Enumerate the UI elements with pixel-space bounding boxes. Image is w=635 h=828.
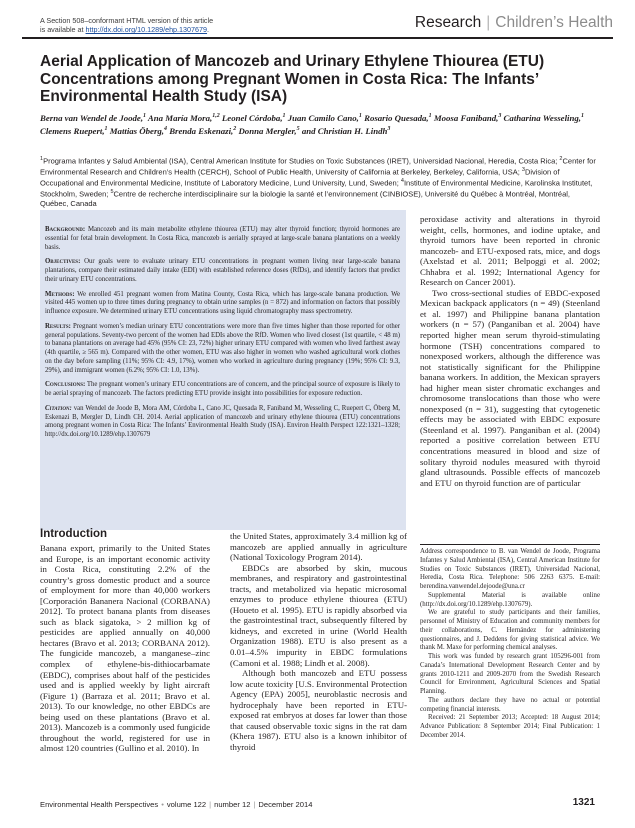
body-paragraph: EBDCs are absorbed by skin, mucous membranes, and respiratory and gastrointestinal tracts, and metabolized via hepatic microsomal enzymes to produce ethylene thiourea (ETU) (Houeto et al. 1995). ETU is rapidly absorbed via the gastrointestinal tract, subsequently filtered by kidneys, and excreted in urine (World Health Organization 1988). ETU is also present as a 0.01–4.5% impurity in EBDC formulations (Camoni et al. 1988; Lindh et al. 2008).	[230, 562, 407, 668]
abstract-conclusions	[45, 381, 400, 399]
notice-prefix: is available at	[40, 25, 86, 34]
author-name: Mattias Öberg,	[109, 126, 164, 137]
dates-note: Received: 21 September 2013; Accepted: 18 August 2014; Advance Publication: 8 September 2014; Final Publication: 1 December 2014.	[420, 714, 600, 739]
affiliation-marker: 5	[110, 189, 114, 195]
footer-separator: |	[209, 800, 212, 809]
abstract-background	[45, 226, 400, 252]
header-rule	[22, 37, 613, 39]
author-list	[40, 111, 610, 137]
author-affiliation-marker: 5	[296, 126, 300, 133]
abstract-methods	[45, 291, 400, 317]
author-affiliation-marker: 3	[387, 126, 391, 133]
affiliation-marker: 2	[559, 156, 563, 162]
author-name: Donna Mergler,	[238, 126, 297, 137]
footer-separator: •	[161, 800, 164, 809]
footer-separator: |	[253, 800, 256, 809]
body-paragraph: Two cross-sectional studies of EBDC-exposed Mexican backpack applicators (n = 49) (Steenland et al. 1997) and Philippine banana plantation workers (n = 57) (Panganiban et al. 2004) have reported higher mean serum thyroid-stimulating hormone (TSH) concentrations compared to nonexposed workers, although the difference was not statistically significant for the Philippine banana workers. In addition, the Mexican sprayers had higher mean sister chromatic exchanges and chromosome translocations than those who were nonexposed (n = 31), suggesting that cytogenetic effects may be associated with EBDC exposure (Steenland et al. 1997). Panganiban et al. (2004) reported a positive correlation between ETU concentrations measured in blood and size of solitary thyroid nodules measured with thyroid gland ultrasounds. Possible effects of mancozeb and ETU on thyroid function are of particular	[420, 287, 600, 488]
notice-line-2	[40, 25, 290, 34]
author-name: Moosa Faniband,	[433, 112, 499, 123]
abstract-results	[45, 323, 400, 376]
volume: volume 122	[166, 800, 207, 809]
abstract-label: Conclusions:	[45, 381, 86, 389]
author-affiliation-marker: 1	[282, 113, 286, 119]
author-name: Juan Camilo Cano,	[287, 112, 359, 123]
author-name: and Christian H. Lindh	[301, 126, 388, 137]
author-affiliation-marker: 4	[163, 126, 167, 133]
abstract-label: Background:	[45, 226, 86, 233]
supplemental-note: Supplemental Material is available online (http://dx.doi.org/10.1289/ehp.1307679).	[420, 591, 600, 608]
introduction-heading: Introduction	[40, 528, 108, 540]
author-name: Berna van Wendel de Joode,	[40, 112, 144, 123]
abstract-text: Mancozeb and its main metabolite ethylene thiourea (ETU) may alter thyroid function; thyroid hormones are essential for fetal brain development. In Costa Rica, mancozeb is aerially sprayed at large-scale banana plantations on a weekly basis.	[45, 226, 400, 251]
introduction-column-2	[230, 531, 407, 752]
abstract	[45, 226, 400, 446]
abstract-label: Objectives:	[45, 258, 81, 266]
section-name: Children’s Health	[495, 14, 613, 31]
body-paragraph: the United States, approximately 3.4 million kg of mancozeb are applied annually in agriculture (National Toxicology Program 2014).	[230, 531, 407, 563]
section-header	[415, 14, 613, 32]
html-version-link[interactable]: http://dx.doi.org/10.1289/ehp.1307679	[85, 25, 208, 34]
author-affiliation-marker: 2	[233, 126, 237, 133]
affiliation-list	[40, 155, 600, 209]
author-affiliation-marker: 1	[104, 126, 108, 133]
article-title: Aerial Application of Mancozeb and Urinary Ethylene Thiourea (ETU) Concentrations among Pregnant Women in Costa Rica: The Infants’ Environmental Health Study (ISA)	[40, 53, 545, 106]
affiliation-marker: 3	[521, 167, 525, 173]
section-group: Research	[414, 14, 482, 31]
acknowledgments-note: We are grateful to study participants and their families, personnel of Ministry of Education and community members for their collaborations, C. Hernández for administering questionnaires, and J. Deddens for giving statistical advice. We thank M. Maxe for performing chemical analyses.	[420, 609, 600, 652]
right-column-text	[420, 214, 600, 488]
author-affiliation-marker: 3	[498, 113, 502, 119]
html-version-notice	[40, 16, 290, 34]
affiliation-text: Programa Infantes y Salud Ambiental (ISA), Central American Institute for Studies on Toxic Substances (IRET), Universidad Nacional, Heredia, Costa Rica;	[43, 156, 560, 166]
section-separator: |	[486, 14, 491, 31]
affiliation-text: Institute of Environmental Medicine, Karolinska Institutet, Stockholm, Sweden;	[40, 178, 593, 199]
abstract-label: Citation:	[45, 404, 72, 412]
author-affiliation-marker: 1,2	[212, 113, 220, 119]
issue-number: number 12	[214, 800, 251, 809]
author-name: Leonel Córdoba,	[221, 112, 283, 123]
competing-interests-note: The authors declare they have no actual or potential competing financial interests.	[420, 696, 600, 713]
correspondence-note: Address correspondence to B. van Wendel de Joode, Programa Infantes y Salud Ambiental (ISA), Central American Institute for Studies on Toxic Substances (IRET), Universidad Nacional, Heredia, Costa Rica. Telephone: 506 2263 6375. E-mail: berendina.vanwendel.dejoode@una.cr	[420, 548, 600, 590]
abstract-text: van Wendel de Joode B, Mora AM, Córdoba L, Cano JC, Quesada R, Faniband M, Wesseling C, Ruepert C, Öberg M, Eskenazi B, Mergler D, Lindh CH. 2014. Aerial application of mancozeb and urinary ethylene thiourea (ETU) concentrations among pregnant women in Costa Rica: The Infants’ Environmental Health Study (ISA). Environ Health Perspect 122:1321–1328; http://dx.doi.org/10.1289/ehp.1307679	[45, 404, 400, 438]
journal-footer	[40, 800, 312, 809]
notice-line-1: A Section 508–conformant HTML version of this article	[40, 16, 214, 25]
article-notes	[420, 548, 600, 741]
author-affiliation-marker: 1	[580, 113, 584, 119]
affiliation-text: Division of Occupational and Environmental Medicine, Institute of Laboratory Medicine, Lund University, Lund, Sweden;	[40, 167, 560, 188]
author-affiliation-marker: 1	[428, 113, 432, 119]
author-name: Clemens Ruepert,	[40, 126, 105, 137]
abstract-text: Pregnant women’s median urinary ETU concentrations were more than five times higher than those reported for other general populations. Seventy-two percent of the women had EDIs above the RfD. Women who lived closest (1st quartile, < 48 m) to banana plantations on average had 45% (95% CI: 23, 72%) higher urinary ETU compared with women who lived farthest away (4th quartile, ≥ 565 m). Compared with the other women, ETU was also higher in women who washed agricultural work clothes on the day before sampling (11%; 95% CI: 4.9, 17%), women who worked in agriculture during pregnancy (19%; 95% CI: 9.3, 29%), and immigrant women (6.2%; 95% CI: 1.0, 13%).	[45, 322, 400, 374]
abstract-objectives	[45, 258, 400, 284]
abstract-label: Methods:	[45, 290, 75, 298]
affiliation-marker: 4	[400, 178, 404, 184]
author-name: Ana María Mora,	[147, 112, 213, 123]
author-affiliation-marker: 1	[143, 113, 147, 119]
body-paragraph: Banana export, primarily to the United States and Europe, is an important economic activity in Costa Rica, constituting 2.2% of the country’s gross domestic product and a source of employment for more than 40,000 workers [Corporación Bananera Nacional (CORBANA) 2012]. To protect banana plants from diseases such as black sigatoka, > 2 million kg of pesticides are applied annually on 40,000 hectares (Bravo et al. 2013; CORBANA 2012). The fungicide mancozeb, a manganese–zinc complex of ethylene-bis-dithiocarbamate (EBDC), comprises about half of the pesticides used and is applied weekly by light aircraft (Figure 1) (Barraza et al. 2011; Bravo et al. 2013). To our knowledge, no other EBDCs are being used on these plantations (Bravo et al. 2013). Mancozeb is a commonly used fungicide throughout the world, registered for use in almost 120 countries (Gullino et al. 2010). In	[40, 543, 210, 754]
page-number: 1321	[572, 797, 595, 808]
issue-date: December 2014	[258, 800, 313, 809]
abstract-text: Our goals were to evaluate urinary ETU concentrations in pregnant women living near large-scale banana plantations, compare their estimated daily intake (EDI) with established reference doses (RfDs), and identify factors that predict their urinary ETU concentrations.	[45, 258, 400, 283]
introduction-column-1	[40, 543, 210, 754]
abstract-citation	[45, 405, 400, 440]
footnote-rule	[420, 544, 600, 545]
abstract-label: Results:	[45, 322, 71, 330]
journal-name: Environmental Health Perspectives	[40, 800, 159, 809]
abstract-text: We enrolled 451 pregnant women from Matina County, Costa Rica, which has large-scale banana production. We visited 445 women up to three times during pregnancy to obtain urine samples (n = 872) and information on factors that possibly influence exposure. We determined urinary ETU concentrations using liquid chromatography mass spectrometry.	[45, 290, 400, 315]
author-name: Brenda Eskenazi,	[169, 126, 234, 137]
body-paragraph: peroxidase activity and alterations in thyroid weight, cells, hormones, and iodine uptake, and thyroid tumors have been reported in chronic mancozeb- and ETU-exposed rats, mice, and dogs (Axelstad et al. 2011; Belpoggi et al. 2002; Chhabra et al. 1992; International Agency for Research on Cancer 2001).	[420, 214, 600, 288]
author-name: Catharina Wesseling,	[503, 112, 581, 123]
author-name: Rosario Quesada,	[364, 112, 429, 123]
body-paragraph: Although both mancozeb and ETU possess low acute toxicity [U.S. Environmental Protection Agency (EPA) 2005], neuroblastic necrosis and hydrocephaly have been reported in ETU-exposed rat embryos at doses far lower than those that caused observable toxic signs in the rat dam (Khera 1987). ETU also is a known inhibitor of thyroid	[230, 668, 407, 752]
abstract-text: The pregnant women’s urinary ETU concentrations are of concern, and the principal source of exposure is likely to be aerial spraying of mancozeb. The factors predicting ETU provide insight into possibilities for exposure reduction.	[45, 381, 400, 397]
notice-suffix: .	[207, 25, 210, 34]
affiliation-text: Center for Environmental Research and Children’s Health (CERCH), School of Public Health, University of California at Berkeley, Berkeley, California, USA;	[40, 156, 596, 177]
affiliation-marker: 1	[40, 156, 44, 162]
affiliation-text: Centre de recherche interdisciplinaire sur la biologie la santé et l’environnement (CINBIOSE), Université du Québec à Montréal, Montréal, Québec, Canada	[40, 189, 570, 208]
author-affiliation-marker: 1	[358, 113, 362, 119]
funding-note: This work was funded by research grant 105296-001 from Canada’s International Development Research Center and by grants 2010-1211 and 2009-2070 from the Swedish Research Council for Environment, Agricultural Sciences and Spatial Planning.	[420, 653, 600, 695]
